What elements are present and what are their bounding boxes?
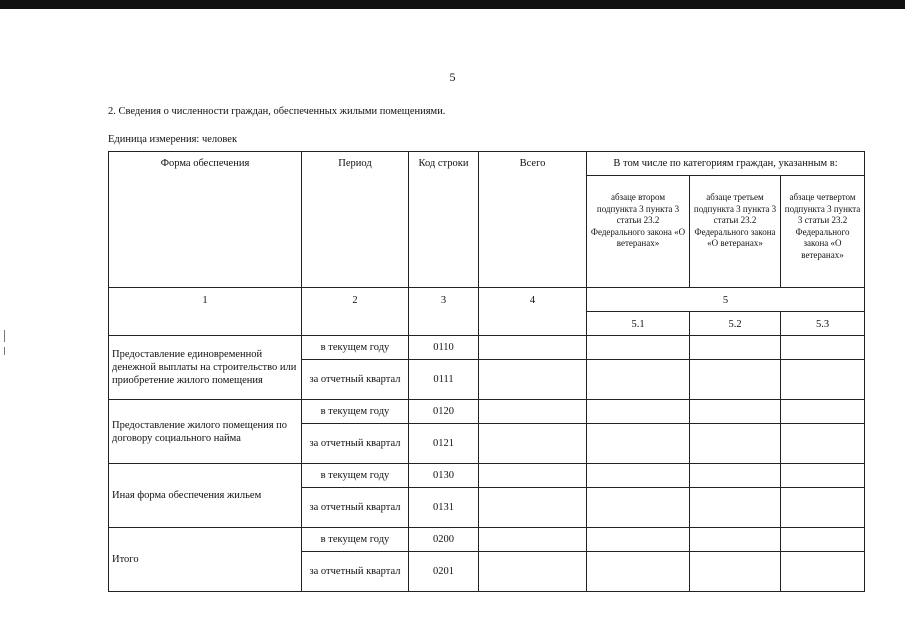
value-cell: [781, 488, 865, 528]
header-categories: В том числе по категориям граждан, указанным в:: [587, 152, 865, 176]
row-code: 0200: [409, 528, 479, 552]
section-heading: 2. Сведения о численности граждан, обеспеченных жилыми помещениями.: [108, 106, 446, 117]
value-cell: [479, 552, 587, 592]
value-cell: [781, 424, 865, 464]
value-cell: [587, 336, 690, 360]
header-code: Код строки: [409, 152, 479, 288]
page-number: 5: [449, 70, 456, 84]
unit-line: Единица измерения: человек: [108, 134, 238, 145]
row-code: 0121: [409, 424, 479, 464]
period-quarter: за отчетный квартал: [302, 488, 409, 528]
value-cell: [587, 464, 690, 488]
col-number-5-3: 5.3: [781, 312, 865, 336]
value-cell: [690, 464, 781, 488]
period-current: в текущем году: [302, 464, 409, 488]
value-cell: [479, 336, 587, 360]
header-total: Всего: [479, 152, 587, 288]
value-cell: [690, 528, 781, 552]
value-cell: [690, 336, 781, 360]
row-code: 0120: [409, 400, 479, 424]
period-quarter: за отчетный квартал: [302, 552, 409, 592]
col-number-5: 5: [587, 288, 865, 312]
period-quarter: за отчетный квартал: [302, 424, 409, 464]
scan-mark: [4, 330, 5, 342]
citizens-housing-table: [108, 151, 865, 592]
value-cell: [587, 488, 690, 528]
value-cell: [479, 528, 587, 552]
value-cell: [587, 424, 690, 464]
value-cell: [781, 336, 865, 360]
col-number-4: 4: [479, 288, 587, 336]
value-cell: [479, 488, 587, 528]
row-form-social-lease: Предоставление жилого помещения по договору социального найма: [109, 400, 302, 464]
value-cell: [479, 360, 587, 400]
row-code: 0111: [409, 360, 479, 400]
value-cell: [690, 424, 781, 464]
header-sub-5-1: абзаце втором подпункта 3 пункта 3 статьи 23.2 Федерального закона «О ветеранах»: [587, 176, 690, 288]
value-cell: [690, 552, 781, 592]
value-cell: [690, 360, 781, 400]
period-quarter: за отчетный квартал: [302, 360, 409, 400]
col-number-5-1: 5.1: [587, 312, 690, 336]
header-form: Форма обеспечения: [109, 152, 302, 288]
row-form-total: Итого: [109, 528, 302, 592]
value-cell: [781, 552, 865, 592]
header-period: Период: [302, 152, 409, 288]
col-number-3: 3: [409, 288, 479, 336]
row-form-lump-sum: Предоставление единовременной денежной выплаты на строительство или приобретение жилого помещения: [109, 336, 302, 400]
row-code: 0130: [409, 464, 479, 488]
value-cell: [587, 528, 690, 552]
value-cell: [781, 528, 865, 552]
scan-mark: [4, 347, 5, 355]
period-current: в текущем году: [302, 528, 409, 552]
header-sub-5-2: абзаце третьем подпункта 3 пункта 3 статьи 23.2 Федерального закона «О ветеранах»: [690, 176, 781, 288]
col-number-1: 1: [109, 288, 302, 336]
value-cell: [781, 464, 865, 488]
value-cell: [479, 464, 587, 488]
col-number-2: 2: [302, 288, 409, 336]
value-cell: [690, 488, 781, 528]
row-code: 0110: [409, 336, 479, 360]
row-code: 0201: [409, 552, 479, 592]
value-cell: [587, 552, 690, 592]
row-code: 0131: [409, 488, 479, 528]
value-cell: [479, 424, 587, 464]
period-current: в текущем году: [302, 336, 409, 360]
value-cell: [587, 400, 690, 424]
value-cell: [587, 360, 690, 400]
value-cell: [781, 400, 865, 424]
scan-top-border: [0, 0, 905, 9]
value-cell: [479, 400, 587, 424]
value-cell: [690, 400, 781, 424]
col-number-5-2: 5.2: [690, 312, 781, 336]
header-sub-5-3: абзаце четвертом подпункта 3 пункта 3 статьи 23.2 Федерального закона «О ветеранах»: [781, 176, 865, 288]
row-form-other: Иная форма обеспечения жильем: [109, 464, 302, 528]
period-current: в текущем году: [302, 400, 409, 424]
value-cell: [781, 360, 865, 400]
